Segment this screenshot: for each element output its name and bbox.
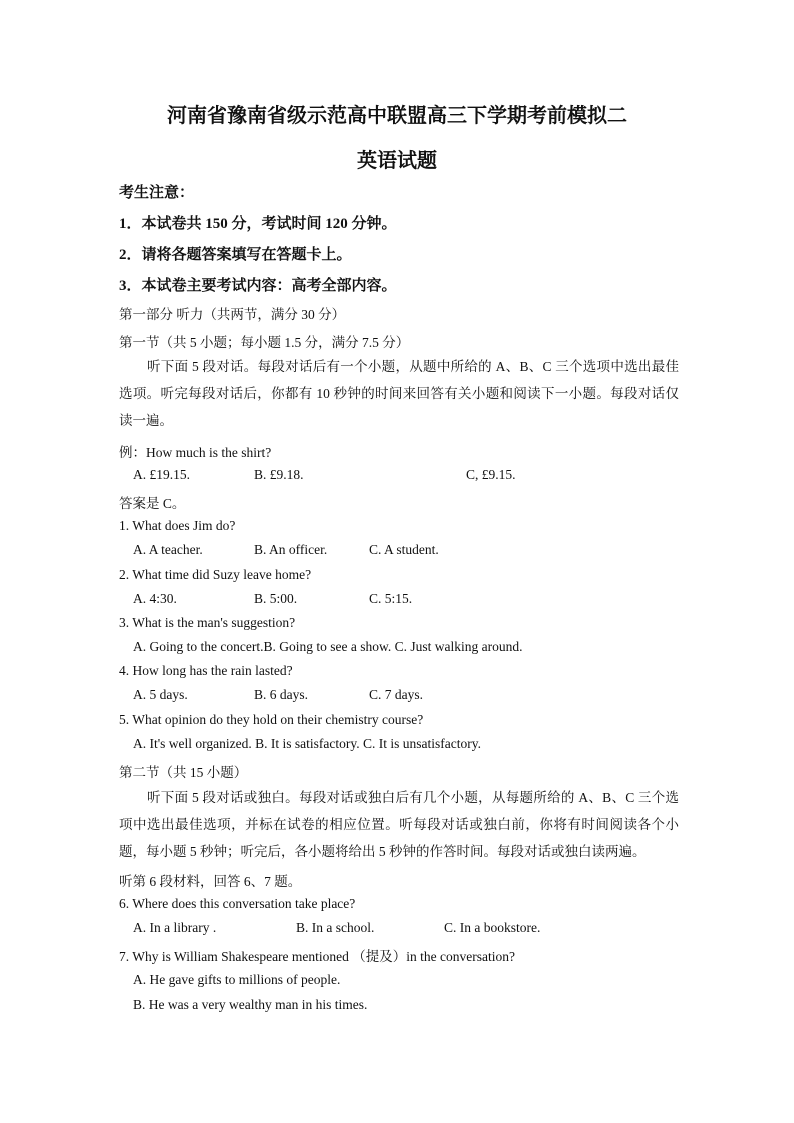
section1-instruction: 听下面 5 段对话。每段对话后有一个小题，从题中所给的 A、B、C 三个选项中选出最佳选项。听完每段对话后，你都有 10 秒钟的时间来回答有关小题和阅读下一小题。每段对话仅读一遍。 bbox=[119, 359, 679, 428]
notice-item: 3．本试卷主要考试内容：高考全部内容。 bbox=[119, 278, 397, 294]
question-2-option-a: A. 4:30. bbox=[133, 591, 177, 606]
question-6-option-b: B. In a school. bbox=[296, 920, 375, 935]
example-answer: 答案是 C。 bbox=[119, 496, 186, 511]
question-3-options: A. Going to the concert.B. Going to see a show. C. Just walking around. bbox=[133, 639, 523, 654]
question-4-option-a: A. 5 days. bbox=[133, 687, 188, 702]
question-6-option-a: A. In a library . bbox=[133, 920, 217, 935]
example-question: 例：How much is the shirt? bbox=[119, 445, 272, 460]
question-2-option-c: C. 5:15. bbox=[369, 591, 413, 606]
notice-item: 1．本试卷共 150 分，考试时间 120 分钟。 bbox=[119, 216, 397, 232]
question-7-option-a: A. He gave gifts to millions of people. bbox=[133, 972, 341, 987]
question-1: 1. What does Jim do? bbox=[119, 518, 236, 533]
material-note: 听第 6 段材料，回答 6、7 题。 bbox=[119, 874, 302, 889]
question-4-option-c: C. 7 days. bbox=[369, 687, 423, 702]
part1-title: 第一部分 听力（共两节，满分 30 分） bbox=[119, 307, 346, 322]
notice-item: 2．请将各题答案填写在答题卡上。 bbox=[119, 247, 352, 263]
question-6-option-c: C. In a bookstore. bbox=[444, 920, 541, 935]
question-5-options: A. It's well organized. B. It is satisfactory. C. It is unsatisfactory. bbox=[133, 736, 481, 751]
exam-title: 河南省豫南省级示范高中联盟高三下学期考前模拟二 bbox=[167, 105, 627, 127]
question-2: 2. What time did Suzy leave home? bbox=[119, 567, 312, 582]
exam-subtitle: 英语试题 bbox=[357, 150, 437, 172]
question-5: 5. What opinion do they hold on their chemistry course? bbox=[119, 712, 424, 727]
question-3: 3. What is the man's suggestion? bbox=[119, 615, 296, 630]
notice-heading: 考生注意： bbox=[119, 185, 195, 201]
example-option-a: A. £19.15. bbox=[133, 467, 190, 482]
question-1-option-c: C. A student. bbox=[369, 542, 439, 557]
example-option-b: B. £9.18. bbox=[254, 467, 304, 482]
question-7: 7. Why is William Shakespeare mentioned （提及）in the conversation? bbox=[119, 949, 515, 964]
example-option-c: C, £9.15. bbox=[466, 467, 516, 482]
question-4: 4. How long has the rain lasted? bbox=[119, 663, 293, 678]
question-1-option-a: A. A teacher. bbox=[133, 542, 203, 557]
question-4-option-b: B. 6 days. bbox=[254, 687, 308, 702]
section1-title: 第一节（共 5 小题；每小题 1.5 分，满分 7.5 分） bbox=[119, 335, 410, 350]
question-6: 6. Where does this conversation take place? bbox=[119, 896, 356, 911]
question-1-option-b: B. An officer. bbox=[254, 542, 328, 557]
question-2-option-b: B. 5:00. bbox=[254, 591, 298, 606]
section2-title: 第二节（共 15 小题） bbox=[119, 765, 248, 780]
section2-instruction: 听下面 5 段对话或独白。每段对话或独白后有几个小题，从每题所给的 A、B、C 三个选项中选出最佳选项，并标在试卷的相应位置。听每段对话或独白前，你将有时间阅读各个小题，每小题 5 秒钟；听完后，各小题将给出 5 秒钟的作答时间。每段对话或独白读两遍。 bbox=[119, 790, 679, 859]
question-7-option-b: B. He was a very wealthy man in his times. bbox=[133, 997, 368, 1012]
